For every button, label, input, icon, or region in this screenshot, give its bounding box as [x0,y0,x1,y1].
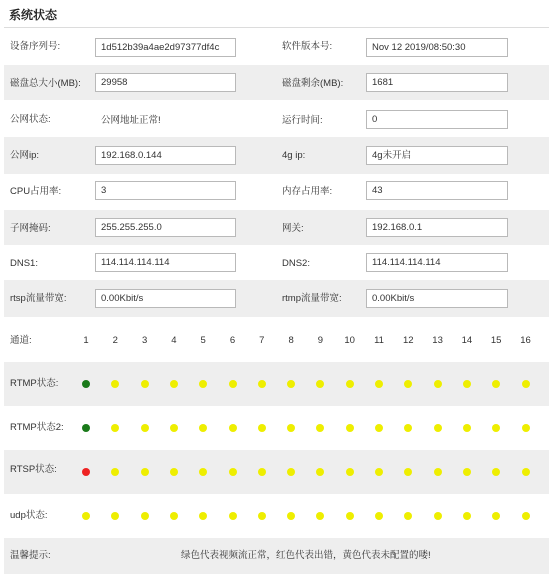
public-ip-label: 公网ip: [10,150,40,161]
status-dot-yellow [346,512,354,520]
dns2-field[interactable]: 114.114.114.114 [366,253,508,272]
status-dot-yellow [111,512,119,520]
row-channels [4,317,549,362]
disk-total-field[interactable]: 29958 [95,73,236,92]
status-dot-yellow [522,380,530,388]
status-dot-yellow [170,424,178,432]
status-dot-yellow [229,380,237,388]
channel-number: 4 [171,335,177,346]
rtsp-bw-field[interactable]: 0.00Kbit/s [95,289,236,308]
row-rtsp-status [4,450,549,494]
disk-free-field[interactable]: 1681 [366,73,508,92]
channel-number: 14 [461,335,473,346]
status-dot-yellow [346,380,354,388]
channel-number: 3 [141,335,148,346]
status-dot-yellow [229,424,237,432]
row-tip [4,538,549,574]
status-dot-yellow [434,380,442,388]
title-divider [4,27,549,28]
status-dot-yellow [463,468,471,476]
row-disk [4,65,549,100]
status-dot-yellow [258,380,266,388]
status-dot-yellow [346,424,354,432]
tip-text: 绿色代表视频流正常，红色代表出错，黄色代表未配置的喽! [181,550,431,561]
channel-number: 16 [520,335,531,346]
cpu-label: CPU占用率: [10,186,62,197]
ip-4g-field[interactable]: 4g未开启 [366,146,508,165]
dns2-label: DNS2: [282,258,310,269]
status-dot-yellow [170,512,178,520]
status-dot-yellow [287,512,295,520]
status-dot-yellow [258,468,266,476]
status-dot-yellow [111,380,119,388]
row-udp-status [4,494,549,538]
status-dot-yellow [522,512,530,520]
status-dot-yellow [404,380,412,388]
status-dot-yellow [492,424,500,432]
uptime-label: 运行时间: [282,115,323,126]
udp-status-label: udp状态: [10,510,48,521]
tip-label: 温馨提示: [10,550,51,561]
channels-label: 通道: [10,335,32,346]
row-rtmp-status-2 [4,406,549,450]
netmask-label: 子网掩码: [10,223,51,234]
status-dot-yellow [434,424,442,432]
software-version-label: 软件版本号: [282,41,333,52]
page-title: 系统状态 [9,8,58,22]
rtmp-status-label: RTMP状态: [10,378,59,389]
status-dot-yellow [375,512,383,520]
status-dot-yellow [463,424,471,432]
status-dot-yellow [82,512,90,520]
mem-label: 内存占用率: [282,186,333,197]
public-ip-field[interactable]: 192.168.0.144 [95,146,236,165]
channel-number: 7 [259,335,265,346]
cpu-field[interactable]: 3 [95,181,236,200]
row-network [4,210,549,245]
status-dot-yellow [404,424,412,432]
status-dot-yellow [492,468,500,476]
row-bandwidth [4,280,549,317]
status-dot-yellow [316,468,324,476]
rtsp-status-label: RTSP状态: [10,464,57,475]
status-dot-yellow [375,468,383,476]
gateway-field[interactable]: 192.168.0.1 [366,218,508,237]
row-ip [4,137,549,174]
status-dot-yellow [199,424,207,432]
software-version-field[interactable]: Nov 12 2019/08:50:30 [366,38,508,57]
row-dns [4,245,549,280]
netmask-field[interactable]: 255.255.255.0 [95,218,236,237]
status-dot-yellow [522,424,530,432]
rtmp-bw-field[interactable]: 0.00Kbit/s [366,289,508,308]
status-dot-yellow [229,468,237,476]
status-dot-green [82,424,90,432]
status-dot-yellow [170,380,178,388]
rtmp-bw-label: rtmp流量带宽: [282,293,342,304]
channel-number: 2 [112,335,118,346]
status-dot-yellow [375,424,383,432]
rtmp-status-2-label: RTMP状态2: [10,422,64,433]
status-dot-yellow [199,512,207,520]
channel-number: 6 [229,335,236,346]
channel-number: 9 [317,335,324,346]
status-dot-yellow [316,424,324,432]
uptime-field[interactable]: 0 [366,110,508,129]
status-dot-yellow [141,424,149,432]
mem-field[interactable]: 43 [366,181,508,200]
channel-number: 13 [432,335,443,346]
ip-4g-label: 4g ip: [282,150,306,161]
status-dot-yellow [287,468,295,476]
status-dot-yellow [316,380,324,388]
row-rtmp-status [4,362,549,406]
channel-number: 12 [403,335,414,346]
status-dot-green [82,380,90,388]
status-dot-yellow [404,468,412,476]
status-dot-yellow [199,468,207,476]
serial-field[interactable]: 1d512b39a4ae2d97377df4c [95,38,236,57]
channel-number: 8 [288,335,294,346]
status-dot-yellow [463,380,471,388]
status-dot-yellow [170,468,178,476]
status-dot-yellow [434,512,442,520]
serial-label: 设备序列号: [10,41,61,52]
status-dot-yellow [375,380,383,388]
status-dot-yellow [111,468,119,476]
disk-total-label: 磁盘总大小(MB): [10,78,81,89]
status-dot-yellow [316,512,324,520]
status-dot-yellow [287,424,295,432]
status-dot-yellow [258,424,266,432]
dns1-label: DNS1: [10,258,38,269]
status-dot-red [82,468,90,476]
status-dot-yellow [141,468,149,476]
channel-number: 1 [83,335,89,346]
status-dot-yellow [492,512,500,520]
public-status-label: 公网状态: [10,114,51,125]
disk-free-label: 磁盘剩余(MB): [282,78,344,89]
rtsp-bw-label: rtsp流量带宽: [10,293,67,304]
status-dot-yellow [404,512,412,520]
status-dot-yellow [258,512,266,520]
status-dot-yellow [346,468,354,476]
status-dot-yellow [141,380,149,388]
row-usage [4,174,549,210]
public-status-value: 公网地址正常! [101,115,161,126]
channel-number: 11 [374,335,384,346]
status-dot-yellow [229,512,237,520]
gateway-label: 网关: [282,223,304,234]
channel-number: 10 [344,335,355,346]
status-dot-yellow [199,380,207,388]
status-dot-yellow [141,512,149,520]
status-dot-yellow [463,512,471,520]
channel-number: 5 [200,335,206,346]
status-dot-yellow [522,468,530,476]
row-public-status [4,100,549,137]
channel-number: 15 [490,335,502,346]
row-serial [4,30,549,65]
dns1-field[interactable]: 114.114.114.114 [95,253,236,272]
status-dot-yellow [492,380,500,388]
status-dot-yellow [111,424,119,432]
status-dot-yellow [287,380,295,388]
status-dot-yellow [434,468,442,476]
